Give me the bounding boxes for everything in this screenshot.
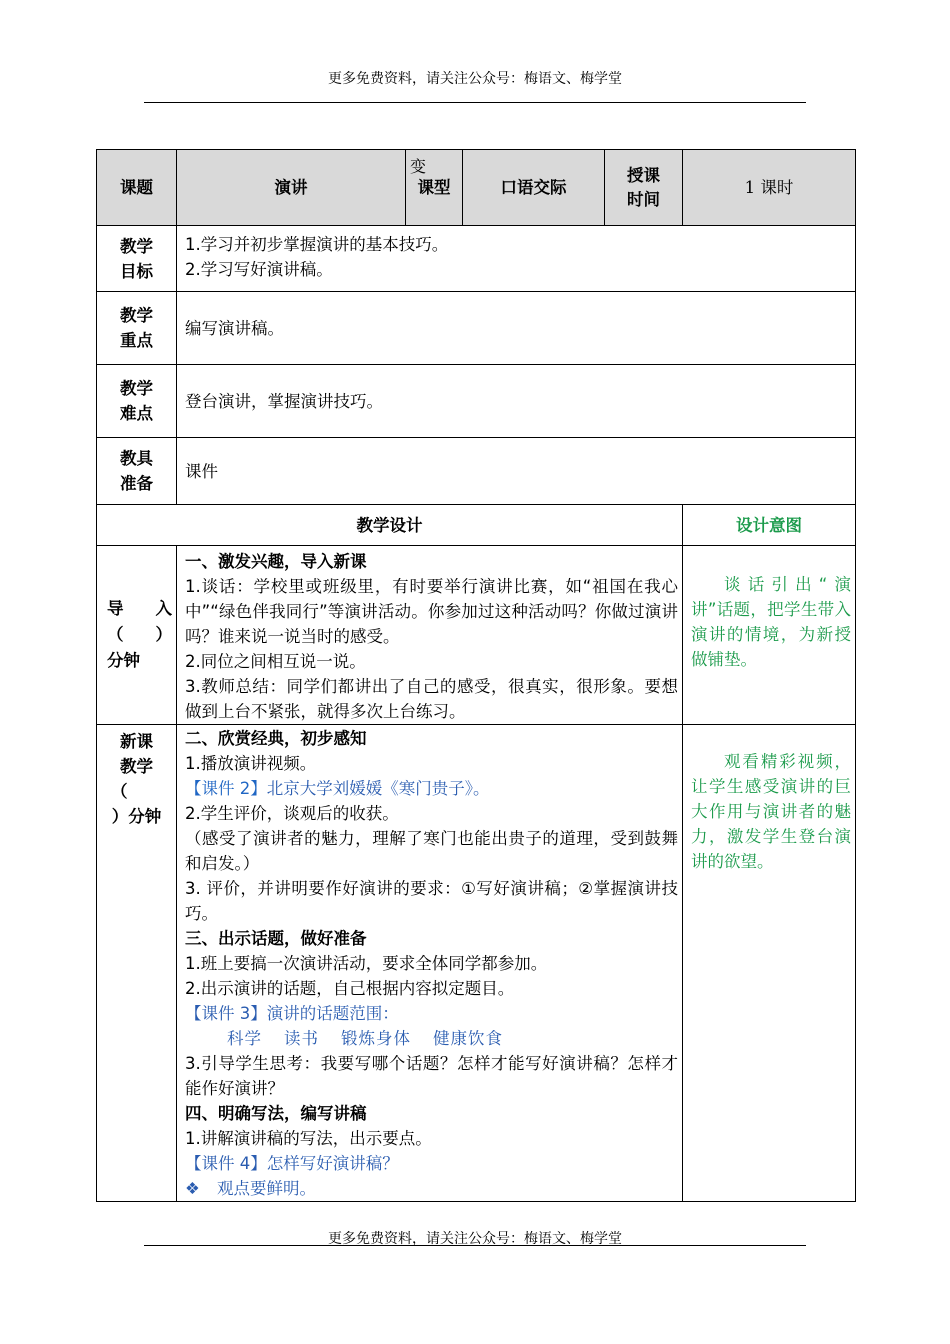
courseware-2-tag: 【课件 2】 <box>185 779 267 798</box>
courseware-2-text: 北京大学刘媛媛《寒门贵子》。 <box>266 779 490 798</box>
section2-p8: 1.讲解演讲稿的写法，出示要点。 <box>185 1129 432 1148</box>
newlesson-label-line3: （ <box>111 782 128 801</box>
goals-content <box>177 226 856 292</box>
section2-p6: 2.出示演讲的话题，自己根据内容拟定题目。 <box>185 979 515 998</box>
newlesson-row <box>97 725 856 1202</box>
topic-reading: 读书 <box>284 1029 319 1048</box>
bullet-point-text: 观点要鲜明。 <box>217 1179 316 1198</box>
section4-title: 四、明确写法，编写讲稿 <box>185 1104 367 1123</box>
topic-label: 课题 <box>97 150 177 226</box>
page-header-text: 更多免费资料，请关注公众号：梅语文、梅学堂 <box>328 71 622 87</box>
intro-content <box>177 546 683 725</box>
design-header-left: 教学设计 <box>97 505 683 546</box>
section1-p3: 3.教师总结：同学们都讲出了自己的感受，很真实，很形象。要想做到上台不紧张，就得多次上台练习。 <box>185 677 678 721</box>
courseware-4-text: 怎样写好演讲稿？ <box>266 1154 399 1173</box>
difficulty-content: 登台演讲，掌握演讲技巧。 <box>177 365 856 438</box>
intro-intent: 谈话引出“演讲”话题，把学生带入演讲的情境，为新授做铺垫。 <box>683 546 856 725</box>
section2-p3: （感受了演讲者的魅力，理解了寒门也能出贵子的道理，受到鼓舞和启发。） <box>185 829 678 873</box>
courseware-3 <box>185 1001 678 1026</box>
section2-p5: 1.班上要搞一次演讲活动，要求全体同学都参加。 <box>185 954 548 973</box>
design-header-right: 设计意图 <box>683 505 856 546</box>
difficulty-label-line1: 教学 <box>120 379 153 398</box>
info-row <box>97 150 856 226</box>
tools-label <box>97 438 177 505</box>
goals-label-line1: 教学 <box>120 236 153 256</box>
difficulty-label <box>97 365 177 438</box>
focus-content: 编写演讲稿。 <box>177 292 856 365</box>
bullet-point <box>185 1176 678 1201</box>
type-label: 课型 <box>417 178 451 197</box>
tools-row <box>97 438 856 505</box>
tools-label-line1: 教具 <box>120 449 153 468</box>
focus-row <box>97 292 856 365</box>
diamond-bullet-icon: ❖ <box>185 1179 200 1198</box>
section2-title: 二、欣赏经典，初步感知 <box>185 729 367 748</box>
section2-p4: 3. 评价，并讲明要作好演讲的要求：①写好演讲稿；②掌握演讲技巧。 <box>185 879 678 923</box>
courseware-3-tag: 【课件 3】 <box>185 1004 267 1023</box>
intro-label: 导入（ ）分钟 <box>97 546 177 725</box>
tools-label-line2: 准备 <box>120 474 153 493</box>
courseware-4-tag: 【课件 4】 <box>185 1154 267 1173</box>
difficulty-row <box>97 365 856 438</box>
focus-label-line1: 教学 <box>120 306 153 325</box>
courseware-2 <box>185 776 678 801</box>
section2-p1: 1.播放演讲视频。 <box>185 754 317 773</box>
goal-item-2: 2.学习写好演讲稿。 <box>185 260 333 279</box>
newlesson-label <box>97 725 177 1202</box>
goals-label <box>97 226 177 292</box>
newlesson-label-line4: ）分钟 <box>111 807 162 826</box>
section2-p2: 2.学生评价，谈观后的收获。 <box>185 804 399 823</box>
page-footer-text: 更多免费资料，请关注公众号：梅语文、梅学堂 <box>328 1231 622 1247</box>
footer-divider <box>144 1245 806 1246</box>
design-header-row <box>97 505 856 546</box>
intro-row <box>97 546 856 725</box>
topic-exercise: 锻炼身体 <box>341 1029 411 1048</box>
variant-mark: 变 <box>410 157 427 176</box>
focus-label-line2: 重点 <box>120 331 153 350</box>
topic-value: 演讲 <box>177 150 406 226</box>
section1-p1: 1.谈话：学校里或班级里，有时要举行演讲比赛，如“祖国在我心中”“绿色伴我同行”等演讲活动。你参加过这种活动吗？你做过演讲吗？谁来说一说当时的感受。 <box>185 577 678 646</box>
type-label-cell <box>406 150 463 226</box>
courseware-4 <box>185 1151 678 1176</box>
type-value: 口语交际 <box>463 150 605 226</box>
newlesson-content <box>177 725 683 1202</box>
newlesson-intent: 观看精彩视频，让学生感受演讲的巨大作用与演讲者的魅力，激发学生登台演讲的欲望。 <box>683 725 856 1202</box>
section2-p7: 3.引导学生思考：我要写哪个话题？怎样才能写好演讲稿？怎样才能作好演讲？ <box>185 1054 678 1098</box>
focus-label <box>97 292 177 365</box>
lesson-plan-table <box>96 149 856 1202</box>
section1-p2: 2.同位之间相互说一说。 <box>185 652 366 671</box>
topic-diet: 健康饮食 <box>433 1029 503 1048</box>
newlesson-label-line2: 教学 <box>120 757 153 776</box>
topic-list <box>185 1026 678 1051</box>
header-divider <box>144 102 806 103</box>
goal-item-1: 1.学习并初步掌握演讲的基本技巧。 <box>185 235 449 254</box>
goals-row <box>97 226 856 292</box>
section3-title: 三、出示话题，做好准备 <box>185 929 367 948</box>
tools-content: 课件 <box>177 438 856 505</box>
newlesson-label-line1: 新课 <box>120 732 153 751</box>
section1-title: 一、激发兴趣，导入新课 <box>185 552 367 571</box>
time-label-line2: 时间 <box>627 189 660 209</box>
time-label-line1: 授课 <box>627 165 660 185</box>
time-value: 1 课时 <box>683 150 856 226</box>
time-label <box>605 150 683 226</box>
goals-label-line2: 目标 <box>120 261 153 281</box>
topic-science: 科学 <box>227 1029 262 1048</box>
difficulty-label-line2: 难点 <box>120 404 153 423</box>
courseware-3-text: 演讲的话题范围： <box>266 1004 399 1023</box>
